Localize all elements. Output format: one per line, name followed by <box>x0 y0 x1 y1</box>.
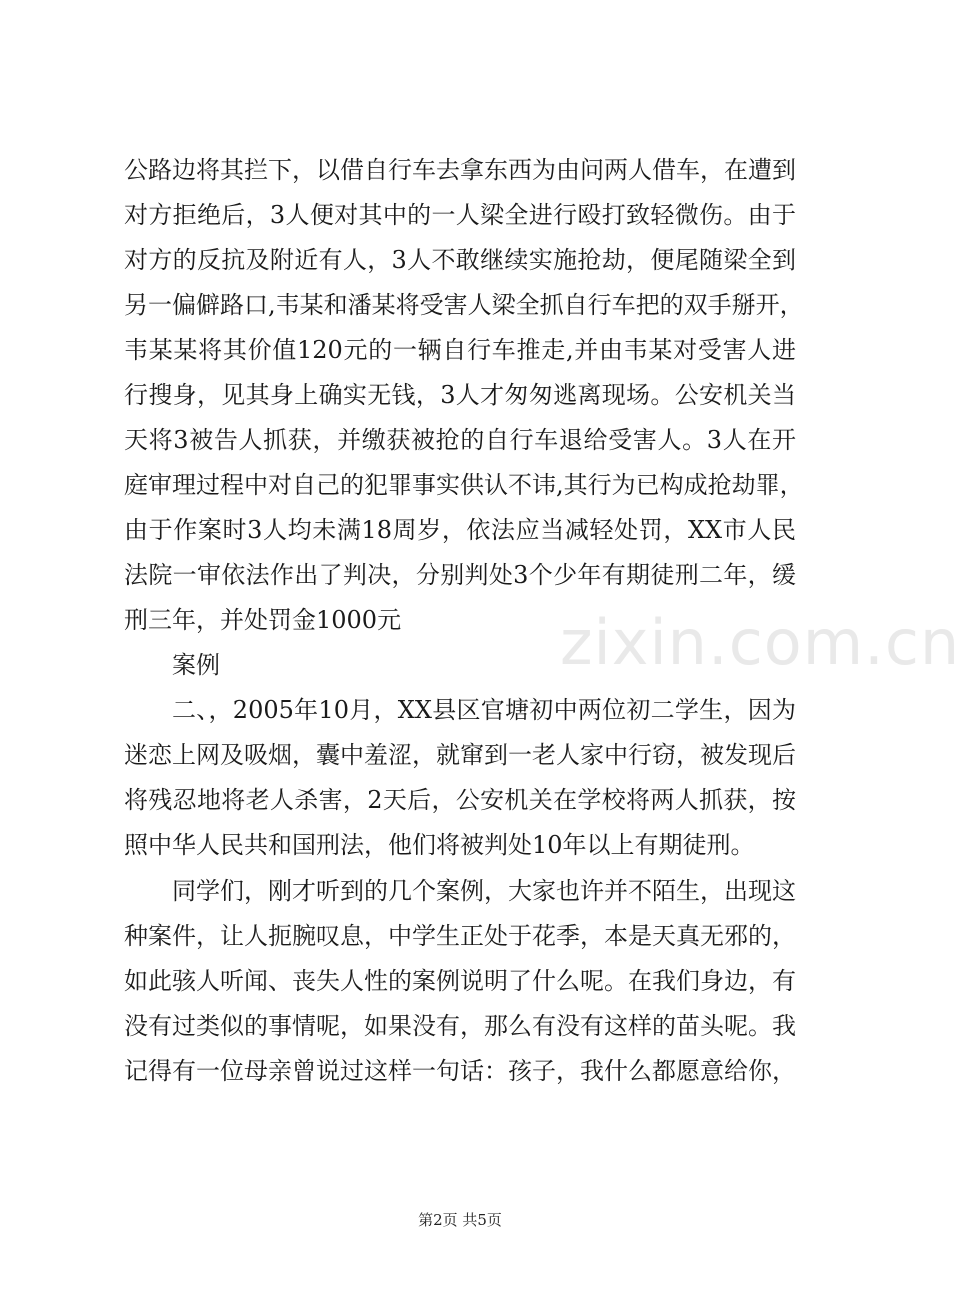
body-line: 照中华人民共和国刑法，他们将被判处10年以上有期徒刑。 <box>124 831 755 859</box>
body-line: 由于作案时3人均未满18周岁，依法应当减轻处罚，XX市人民 <box>124 516 796 544</box>
body-line: 韦某某将其价值120元的一辆自行车推走,并由韦某对受害人进 <box>124 336 796 364</box>
body-line: 同学们，刚才听到的几个案例，大家也许并不陌生，出现这 <box>172 877 796 905</box>
body-line: 对方拒绝后，3人便对其中的一人梁全进行殴打致轻微伤。由于 <box>124 201 796 229</box>
watermark: zixin.com.cn <box>560 606 960 679</box>
body-line: 另一偏僻路口,韦某和潘某将受害人梁全抓自行车把的双手掰开， <box>124 291 804 319</box>
body-line: 记得有一位母亲曾说过这样一句话：孩子，我什么都愿意给你， <box>124 1057 796 1085</box>
body-line: 天将3被告人抓获，并缴获被抢的自行车退给受害人。3人在开 <box>124 426 796 454</box>
section-heading: 案例 <box>172 651 220 679</box>
body-line: 法院一审依法作出了判决，分别判处3个少年有期徒刑二年，缓 <box>124 561 796 589</box>
body-line: 如此骇人听闻、丧失人性的案例说明了什么呢。在我们身边，有 <box>124 967 796 995</box>
body-line: 二、，2005年10月，XX县区官塘初中两位初二学生，因为 <box>172 696 796 724</box>
body-line: 将残忍地将老人杀害，2天后，公安机关在学校将两人抓获，按 <box>124 786 796 814</box>
body-line: 公路边将其拦下，以借自行车去拿东西为由问两人借车，在遭到 <box>124 156 796 184</box>
body-line: 对方的反抗及附近有人，3人不敢继续实施抢劫，便尾随梁全到 <box>124 246 796 274</box>
body-line: 迷恋上网及吸烟，囊中羞涩，就窜到一老人家中行窃，被发现后 <box>124 741 796 769</box>
body-line: 种案件，让人扼腕叹息，中学生正处于花季，本是天真无邪的， <box>124 922 796 950</box>
body-line: 刑三年，并处罚金1000元 <box>124 606 402 634</box>
body-line: 庭审理过程中对自己的犯罪事实供认不讳,其行为已构成抢劫罪， <box>124 471 804 499</box>
body-line: 没有过类似的事情呢，如果没有，那么有没有这样的苗头呢。我 <box>124 1012 796 1040</box>
page-footer: 第2页 共5页 <box>418 1211 502 1229</box>
body-line: 行搜身，见其身上确实无钱，3人才匆匆逃离现场。公安机关当 <box>124 381 796 409</box>
